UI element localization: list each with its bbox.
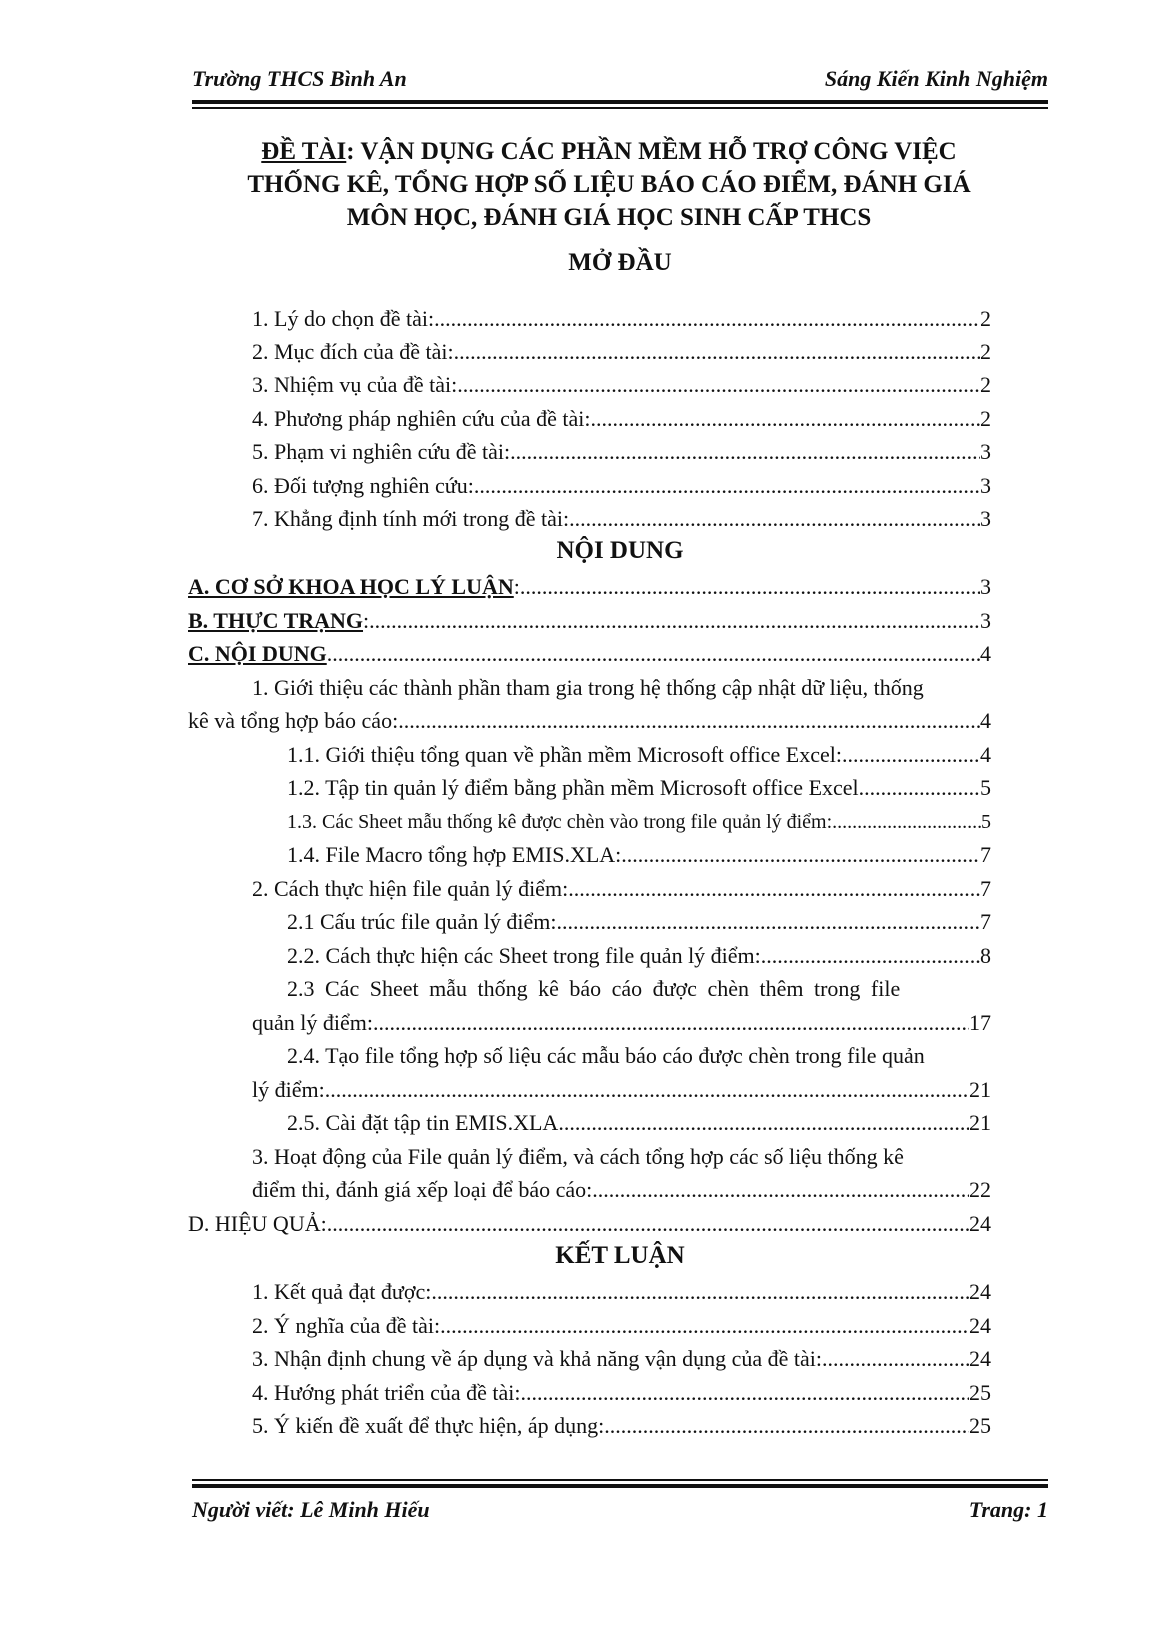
- toc-entry[interactable]: 1.2. Tập tin quản lý điểm bằng phần mềm Microsoft office Excel ..... 5: [287, 772, 991, 804]
- toc-entry-d[interactable]: D. HIỆU QUẢ: ..... 24: [188, 1208, 991, 1240]
- toc-entry[interactable]: 3. Nhận định chung về áp dụng và khả năng vận dụng của đề tài: ..... 24: [252, 1343, 991, 1375]
- page-header: [192, 66, 1048, 96]
- toc-entry-b[interactable]: B. THỰC TRẠNG: ..... 3: [188, 605, 991, 637]
- toc-entry[interactable]: 4. Hướng phát triển của đề tài: ..... 25: [252, 1377, 991, 1409]
- footer-rule-thick: [192, 1484, 1048, 1488]
- title-line-3: MÔN HỌC, ĐÁNH GIÁ HỌC SINH CẤP THCS: [346, 204, 872, 231]
- toc-entry-2-4[interactable]: lý điểm: ..... 21: [252, 1074, 991, 1106]
- toc-entry-c[interactable]: C. NỘI DUNG ..... 4: [188, 638, 991, 670]
- section-heading-ket-luan: KẾT LUẬN: [555, 1242, 685, 1269]
- toc-entry[interactable]: 2. Ý nghĩa của đề tài: ..... 24: [252, 1310, 991, 1342]
- toc-entry-3-line1[interactable]: 3. Hoạt động của File quản lý điểm, và cách tổng hợp các số liệu thống kê: [252, 1144, 904, 1169]
- header-rule-thin: [192, 107, 1048, 109]
- header-rule-thick: [192, 100, 1048, 104]
- toc-entry[interactable]: 1.3. Các Sheet mẫu thống kê được chèn vào trong file quản lý điểm: ..... 5: [287, 806, 991, 838]
- toc-entry[interactable]: 2.1 Cấu trúc file quản lý điểm: ..... 7: [287, 906, 991, 938]
- toc-entry-2-3[interactable]: quản lý điểm: ..... 17: [252, 1007, 991, 1039]
- toc-entry-3[interactable]: điểm thi, đánh giá xếp loại để báo cáo: ..... 22: [252, 1174, 991, 1206]
- toc-entry[interactable]: 1. Lý do chọn đề tài: ..... 2: [252, 303, 991, 335]
- header-school: Trường THCS Bình An: [192, 66, 407, 91]
- toc-entry[interactable]: 5. Phạm vi nghiên cứu đề tài: ..... 3: [252, 436, 991, 468]
- toc-entry-2-4-line1[interactable]: 2.4. Tạo file tổng hợp số liệu các mẫu báo cáo được chèn trong file quản: [287, 1043, 925, 1068]
- toc-entry[interactable]: 1.1. Giới thiệu tổng quan về phần mềm Microsoft office Excel: ..... 4: [287, 739, 991, 771]
- toc-entry-a[interactable]: A. CƠ SỞ KHOA HỌC LÝ LUẬN: ..... 3: [188, 571, 991, 603]
- title-line-2: THỐNG KÊ, TỔNG HỢP SỐ LIỆU BÁO CÁO ĐIỂM, ĐÁNH GIÁ: [247, 171, 971, 198]
- toc-entry[interactable]: 2.5. Cài đặt tập tin EMIS.XLA ..... 21: [287, 1107, 991, 1139]
- section-heading-mo-dau: MỞ ĐẦU: [568, 249, 672, 276]
- toc-entry[interactable]: 4. Phương pháp nghiên cứu của đề tài: ..... 2: [252, 403, 991, 435]
- toc-entry-2-3-line1[interactable]: 2.3 Các Sheet mẫu thống kê báo cáo được chèn thêm trong file: [287, 976, 901, 1001]
- toc-entry[interactable]: 2. Cách thực hiện file quản lý điểm: ..... 7: [252, 873, 991, 905]
- page-footer: [192, 1497, 1048, 1527]
- toc-entry-1-line1[interactable]: 1. Giới thiệu các thành phần tham gia trong hệ thống cập nhật dữ liệu, thống: [252, 675, 924, 700]
- footer-author: Người viết: Lê Minh Hiếu: [192, 1497, 430, 1522]
- footer-rule-thin: [192, 1479, 1048, 1481]
- title-line-1: : VẬN DỤNG CÁC PHẦN MỀM HỖ TRỢ CÔNG VIỆC: [346, 138, 957, 165]
- toc-entry[interactable]: 3. Nhiệm vụ của đề tài: ..... 2: [252, 369, 991, 401]
- toc-entry[interactable]: 1.4. File Macro tổng hợp EMIS.XLA: ..... 7: [287, 839, 991, 871]
- toc-entry[interactable]: 2. Mục đích của đề tài: ..... 2: [252, 336, 991, 368]
- document-title: [170, 135, 1048, 234]
- header-doc-type: Sáng Kiến Kinh Nghiệm: [824, 66, 1048, 91]
- toc-entry-1[interactable]: kê và tổng hợp báo cáo: ..... 4: [188, 705, 991, 737]
- toc-entry[interactable]: 5. Ý kiến đề xuất để thực hiện, áp dụng: ..... 25: [252, 1410, 991, 1442]
- footer-page-number: Trang: 1: [968, 1497, 1048, 1522]
- toc-entry[interactable]: 2.2. Cách thực hiện các Sheet trong file quản lý điểm: ..... 8: [287, 940, 991, 972]
- toc-entry[interactable]: 6. Đối tượng nghiên cứu: ..... 3: [252, 470, 991, 502]
- toc-entry[interactable]: 7. Khẳng định tính mới trong đề tài: ..... 3: [252, 503, 991, 535]
- title-label: ĐỀ TÀI: [261, 138, 347, 165]
- section-heading-noi-dung: NỘI DUNG: [556, 537, 684, 564]
- toc-entry[interactable]: 1. Kết quả đạt được: ..... 24: [252, 1276, 991, 1308]
